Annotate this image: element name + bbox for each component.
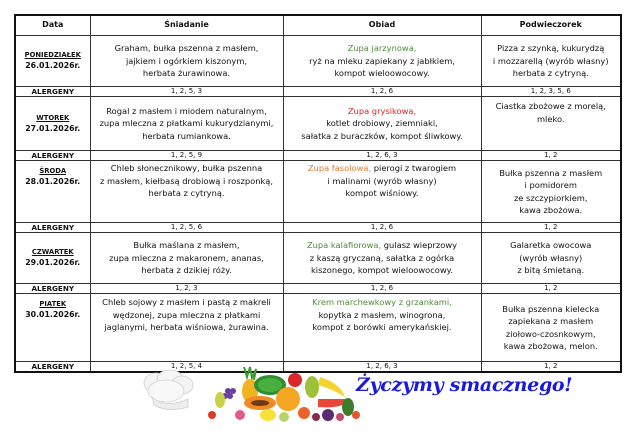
day-date: 28.01.2026r. [25,177,81,186]
allergens-row-thursday [15,284,621,294]
day-name: ŚRODA [39,167,67,175]
lunch-cell [283,97,481,151]
weekly-menu-table [14,14,622,373]
snack-line: herbata z cytryną. [512,68,589,79]
day-date: 29.01.2026r. [25,258,81,267]
fruits-vegetables-icon [200,365,360,425]
lunch-cell [283,36,481,87]
allergens-snack: 1, 2 [481,151,621,161]
date-cell [15,97,90,151]
breakfast-line: herbata z dzikiej róży. [141,265,232,276]
allergens-label: ALERGENY [15,87,90,97]
snack-line: Bułka pszenna kielecka [502,303,600,314]
allergens-snack: 1, 2 [481,223,621,233]
breakfast-cell [90,161,283,223]
breakfast-cell [90,36,283,87]
allergens-lunch: 1, 2, 6, 3 [283,151,481,161]
allergens-snack: 1, 2 [481,362,621,373]
snack-line: i pomidorem [524,180,577,190]
snack-line: kawa zbożowa. [519,205,583,215]
snack-line: Bułka pszenna z masłem [499,167,603,178]
allergens-label: ALERGENY [15,284,90,294]
lunch-line: sałatka z buraczków, kompot śliwkowy. [301,130,463,141]
lunch-line: kompot wieloowocowy. [334,68,430,79]
allergens-breakfast: 1, 2, 5, 6 [90,223,283,233]
breakfast-line: wędzonej, zupa mleczna z płatkami [112,309,261,320]
allergens-lunch: 1, 2, 6 [283,284,481,294]
lunch-line: kompot wiśniowy. [345,188,419,198]
breakfast-line: Chleb słonecznikowy, bułka pszenna [110,163,263,173]
snack-line: (wyrób własny) [519,252,583,263]
snack-line: i mozzarellą (wyrób własny) [492,55,609,66]
allergens-lunch: 1, 2, 6, 3 [283,362,481,373]
lunch-cell [283,161,481,223]
allergens-snack: 1, 2 [481,284,621,294]
header-row [15,15,621,36]
meal-row-friday [15,294,621,362]
breakfast-line: Bułka maślana z masłem, [133,240,240,251]
breakfast-cell [90,233,283,284]
lunch-cell [283,294,481,362]
day-date: 26.01.2026r. [25,61,81,70]
breakfast-line: herbata z cytryną. [148,188,225,198]
allergens-lunch: 1, 2, 6 [283,223,481,233]
breakfast-line: herbata rumiankowa. [142,130,231,141]
day-name: PIĄTEK [39,300,67,308]
breakfast-line: jajkiem i ogórkiem kiszonym, [125,55,248,66]
snack-line: ziołowo-czosnkowym, [505,328,596,339]
allergens-row-wednesday [15,223,621,233]
chef-hat-icon [138,369,198,413]
breakfast-cell [90,97,283,151]
lunch-inline: gulasz wieprzowy [381,240,458,251]
breakfast-line: herbata żurawinowa. [142,68,231,79]
lunch-cell [283,233,481,284]
allergens-row-monday [15,87,621,97]
day-date: 30.01.2026r. [25,310,81,319]
lunch-line: i malinami (wyrób własny) [327,175,437,186]
allergens-row-tuesday [15,151,621,161]
lunch-line: z kaszą gryczaną, sałatka z ogórka [309,252,455,263]
breakfast-line: zupa mleczna z płatkami kukurydzianymi, [99,118,274,129]
snack-line: Pizza z szynką, kukurydzą [497,43,605,54]
lunch-line: kotlet drobiowy, ziemniaki, [326,118,438,129]
meal-row-wednesday [15,161,621,223]
allergens-label: ALERGENY [15,362,90,373]
lunch-line: ryż na mleku zapiekany z jabłkiem, [309,55,455,66]
soup-name: Zupa grysikowa, [347,105,417,116]
snack-cell [481,294,621,362]
allergens-breakfast: 1, 2, 5, 9 [90,151,283,161]
breakfast-line: zupa mleczna z makaronem, ananas, [109,252,264,263]
breakfast-line: Rogal z masłem i miodem naturalnym, [106,105,267,116]
date-cell [15,233,90,284]
allergens-label: ALERGENY [15,151,90,161]
snack-cell [481,233,621,284]
snack-line: kawa zbożowa, melon. [503,341,598,351]
snack-line: Galaretka owocowa [510,240,592,251]
snack-line: ze szczypiorkiem, [513,192,588,203]
header-date: Data [15,15,90,36]
breakfast-line: z masłem, kiełbasą drobiową i roszponką, [99,175,274,186]
breakfast-line: Graham, bułka pszenna z masłem, [114,43,259,54]
allergens-breakfast: 1, 2, 5, 3 [90,87,283,97]
breakfast-line: jaglanymi, herbata wiśniowa, żurawina. [104,322,269,332]
bon-appetit-text: Życzymy smacznego! [356,374,573,396]
meal-row-thursday [15,233,621,284]
date-cell [15,294,90,362]
soup-name: Zupa fasolowa, [307,163,372,173]
snack-line: Ciastka zbożowe z morelą, [495,101,606,111]
allergens-breakfast: 1, 2, 5, 4 [90,362,283,373]
allergens-snack: 1, 2, 3, 5, 6 [481,87,621,97]
lunch-line: kopytka z masłem, winogrona, [318,309,446,320]
snack-line: zapiekana z masłem [508,316,594,326]
breakfast-line: Chleb sojowy z masłem i pastą z makreli [102,297,271,307]
lunch-line: kiszonego, kompot wieloowocowy. [310,265,454,276]
meal-row-tuesday [15,97,621,151]
day-name: PONIEDZIAŁEK [24,51,81,59]
date-cell [15,161,90,223]
meal-row-monday [15,36,621,87]
soup-name: Zupa jarzynowa, [347,43,417,54]
snack-cell [481,36,621,87]
snack-cell [481,97,621,151]
date-cell [15,36,90,87]
day-name: WTOREK [36,113,70,122]
breakfast-cell [90,294,283,362]
day-name: CZWARTEK [31,248,74,256]
lunch-inline: pierogi z twarogiem [371,163,457,173]
allergens-breakfast: 1, 2, 3 [90,284,283,294]
soup-name: Zupa kalafiorowa, [306,240,382,251]
day-date: 27.01.2026r. [25,123,81,133]
lunch-line: kompot z borówki amerykańskiej. [312,322,452,332]
header-snack: Podwieczorek [481,15,621,36]
soup-name: Krem marchewkowy z grzankami, [312,297,452,307]
header-lunch: Obiad [283,15,481,36]
header-breakfast: Śniadanie [90,15,283,36]
snack-cell [481,161,621,223]
allergens-label: ALERGENY [15,223,90,233]
snack-line: z bitą śmietaną. [517,265,585,276]
allergens-lunch: 1, 2, 6 [283,87,481,97]
snack-line: mleko. [536,113,565,124]
